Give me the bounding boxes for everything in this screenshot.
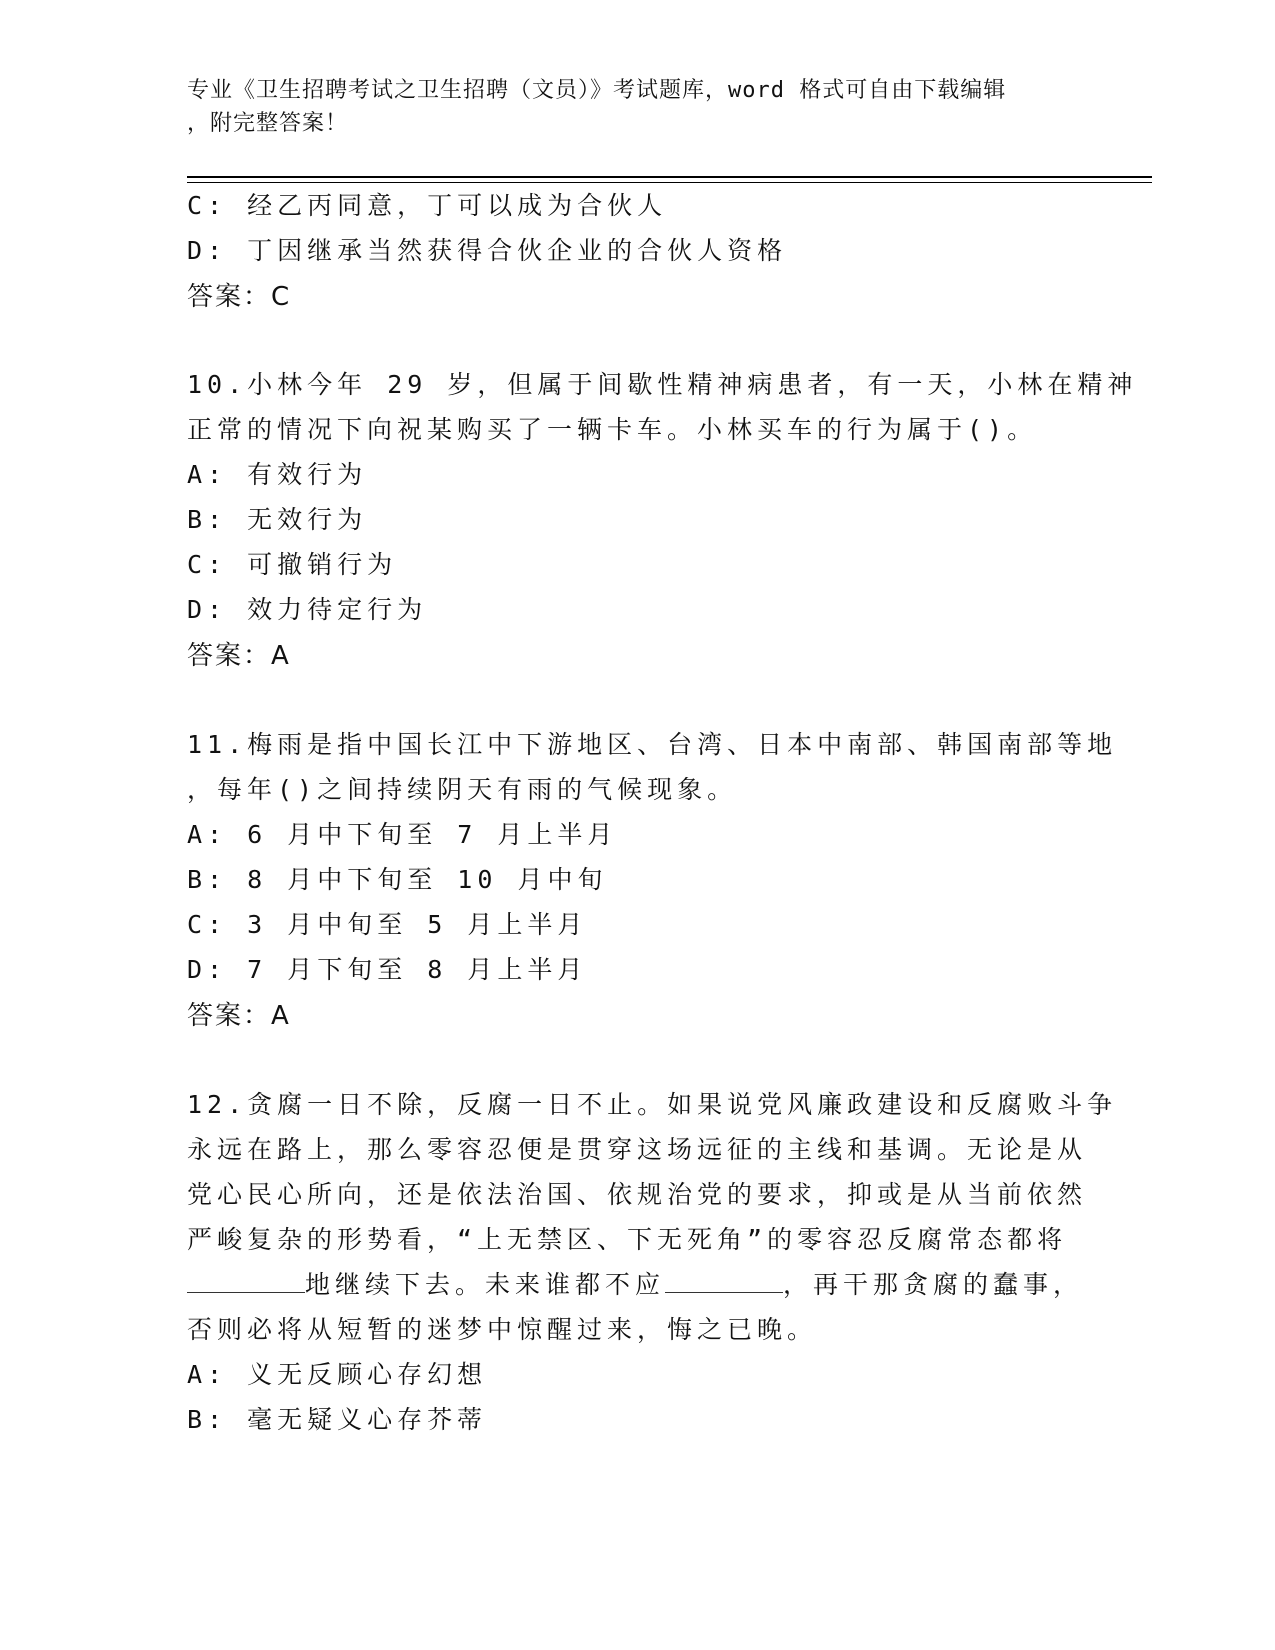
q11-option-c: C: 3 月中旬至 5 月上半月 (187, 910, 588, 939)
q11-option-b: B: 8 月中下旬至 10 月中旬 (187, 865, 608, 894)
q10-option-d: D: 效力待定行为 (187, 595, 428, 624)
q11-option-d: D: 7 月下旬至 8 月上半月 (187, 955, 588, 984)
fill-in-blank-2 (665, 1267, 783, 1293)
q12-stem-line-4: 严峻复杂的形势看，“上无禁区、下无死角”的零容忍反腐常态都将 (187, 1225, 1068, 1254)
q12-stem-line-3: 党心民心所向，还是依法治国、依规治党的要求，抑或是从当前依然 (187, 1180, 1088, 1209)
q11-option-a: A: 6 月中下旬至 7 月上半月 (187, 820, 618, 849)
header-line-1: 专业《卫生招聘考试之卫生招聘（文员）》考试题库，word 格式可自由下载编辑 (187, 78, 1007, 103)
q10-answer: 答案：A (187, 641, 291, 671)
q11-stem-line-2: ，每年()之间持续阴天有雨的气候现象。 (187, 775, 738, 804)
q9-answer: 答案：C (187, 282, 292, 312)
document-header (187, 74, 1067, 140)
q11-answer: 答案：A (187, 1001, 291, 1031)
q9-option-d: D: 丁因继承当然获得合伙企业的合伙人资格 (187, 236, 788, 265)
q10-stem-line-1: 10.小林今年 29 岁，但属于间歇性精神病患者，有一天，小林在精神 (187, 370, 1138, 399)
q9-option-c: C: 经乙丙同意，丁可以成为合伙人 (187, 191, 668, 220)
header-line-2: ，附完整答案！ (187, 111, 349, 136)
q12-stem-line-5-part-1: 地继续下去。未来谁都不应 (305, 1270, 666, 1299)
q12-option-b: B: 毫无疑义心存芥蒂 (187, 1405, 488, 1434)
q12-stem-line-2: 永远在路上，那么零容忍便是贯穿这场远征的主线和基调。无论是从 (187, 1135, 1088, 1164)
q12-stem-line-5-part-2: ，再干那贪腐的蠢事， (783, 1270, 1084, 1299)
q12-stem-line-5 (187, 1265, 1083, 1301)
header-rule-thin (187, 182, 1152, 183)
q11-stem-line-1: 11.梅雨是指中国长江中下游地区、台湾、日本中南部、韩国南部等地 (187, 730, 1118, 759)
q12-option-a: A: 义无反顾心存幻想 (187, 1360, 488, 1389)
q12-stem-line-1: 12.贪腐一日不除，反腐一日不止。如果说党风廉政建设和反腐败斗争 (187, 1090, 1118, 1119)
header-rule-thick (187, 176, 1152, 178)
q10-option-a: A: 有效行为 (187, 460, 368, 489)
q10-stem-line-2: 正常的情况下向祝某购买了一辆卡车。小林买车的行为属于()。 (187, 415, 1038, 444)
q10-option-c: C: 可撤销行为 (187, 550, 398, 579)
q12-stem-line-6: 否则必将从短暂的迷梦中惊醒过来，悔之已晚。 (187, 1315, 818, 1344)
fill-in-blank-1 (187, 1267, 305, 1293)
q10-option-b: B: 无效行为 (187, 505, 368, 534)
